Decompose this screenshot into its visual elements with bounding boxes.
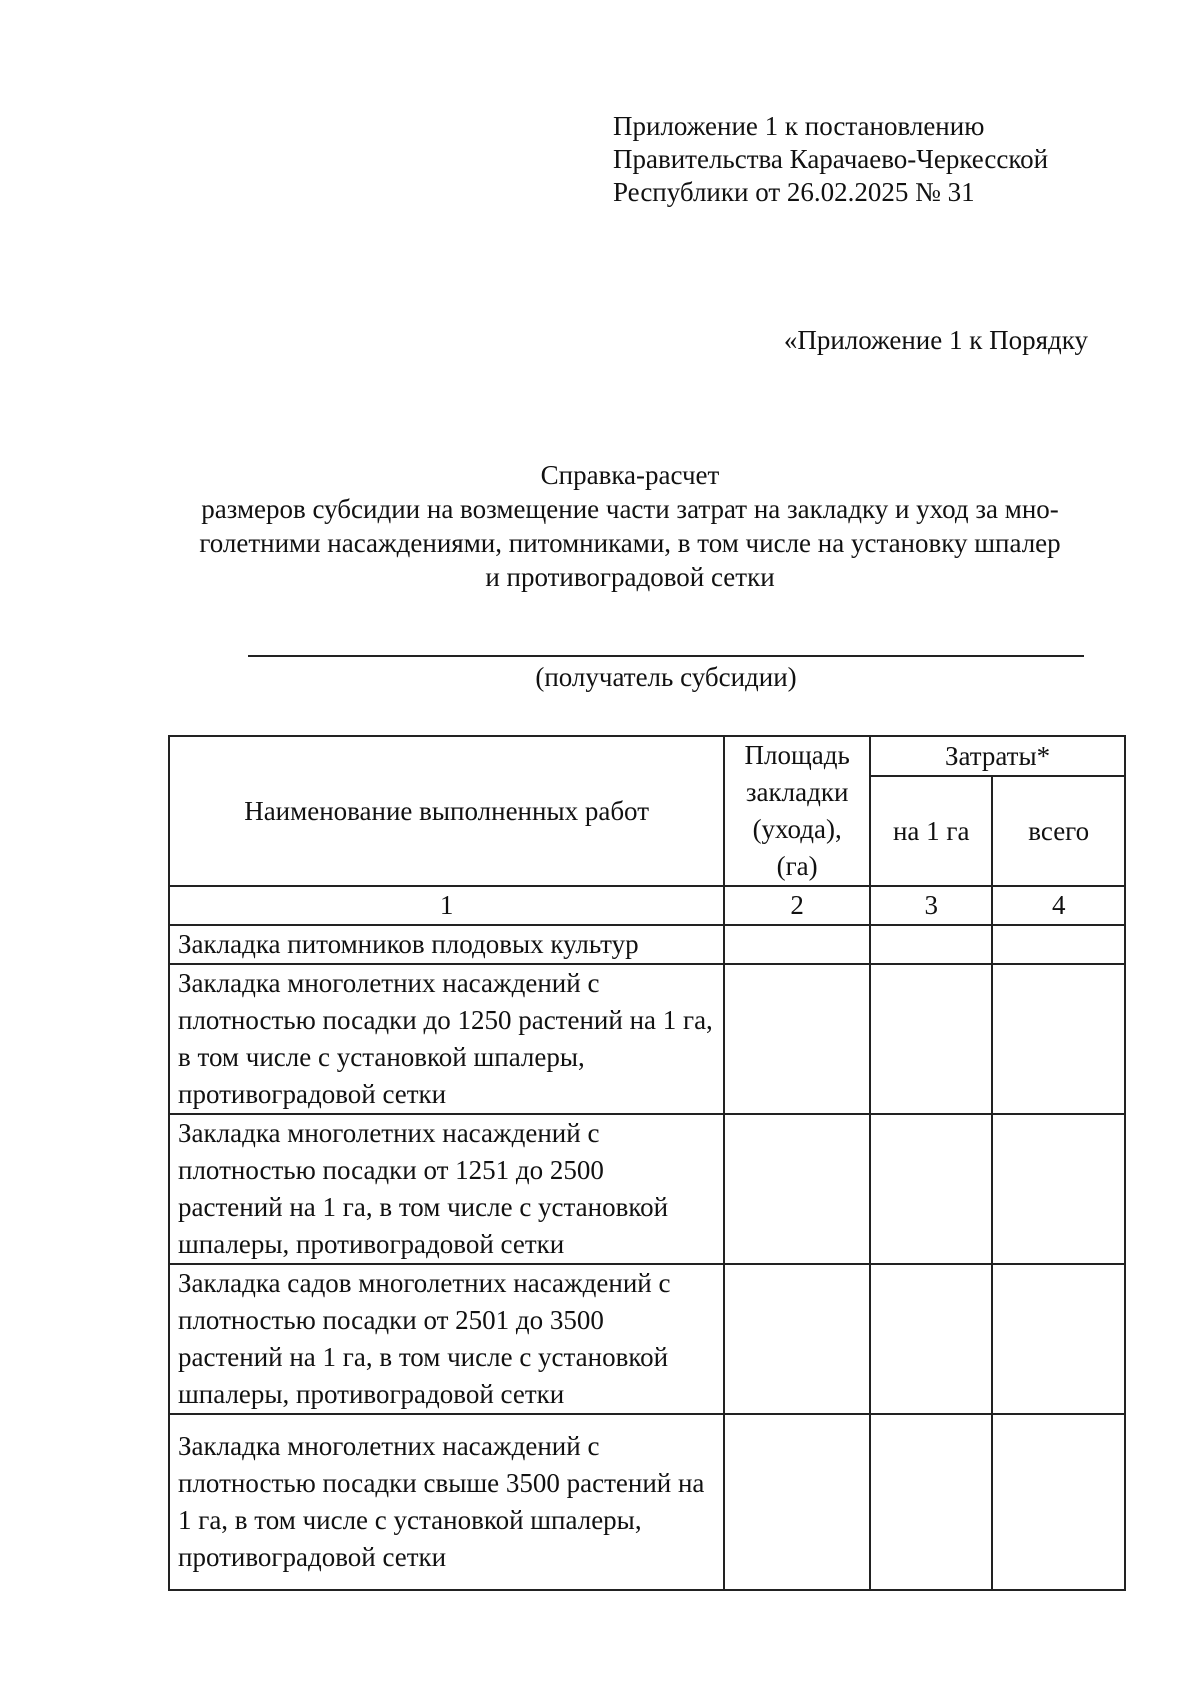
table-row bbox=[169, 925, 1125, 964]
header-work-name: Наименование выполненных работ bbox=[169, 736, 724, 886]
header-area-line-1: Площадь bbox=[744, 740, 850, 770]
header-area bbox=[724, 736, 870, 886]
recipient-underline bbox=[248, 655, 1084, 657]
title-line-3: и противоградовой сетки bbox=[485, 562, 775, 592]
row-work-name: Закладка питомников плодовых культур bbox=[169, 925, 724, 964]
row-per-hectare-cell bbox=[870, 1264, 992, 1414]
appendix-line-3: Республики от 26.02.2025 № 31 bbox=[613, 177, 975, 207]
row-work-name: Закладка многолетних насаждений с плотностью посадки до 1250 растений на 1 га, в том числе с установкой шпалеры, противоградовой сетки bbox=[169, 964, 724, 1114]
column-number-4: 4 bbox=[992, 886, 1125, 925]
row-area-cell bbox=[724, 1414, 870, 1590]
table-row bbox=[169, 1264, 1125, 1414]
row-per-hectare-cell bbox=[870, 964, 992, 1114]
title-heading: Справка-расчет bbox=[540, 460, 720, 490]
column-number-2: 2 bbox=[724, 886, 870, 925]
row-area-cell bbox=[724, 925, 870, 964]
recipient-caption: (получатель субсидии) bbox=[535, 662, 797, 692]
title-line-1: размеров субсидии на возмещение части затрат на закладку и уход за мно- bbox=[201, 494, 1059, 524]
row-work-name: Закладка многолетних насаждений с плотностью посадки от 1251 до 2500 растений на 1 га, в том числе с установкой шпалеры, противоградовой сетки bbox=[169, 1114, 724, 1264]
row-area-cell bbox=[724, 964, 870, 1114]
row-work-name: Закладка садов многолетних насаждений с плотностью посадки от 2501 до 3500 растений на 1 га, в том числе с установкой шпалеры, противоградовой сетки bbox=[169, 1264, 724, 1414]
row-total-cell bbox=[992, 1414, 1125, 1590]
row-per-hectare-cell bbox=[870, 1114, 992, 1264]
row-per-hectare-cell bbox=[870, 1414, 992, 1590]
row-per-hectare-cell bbox=[870, 925, 992, 964]
table-row bbox=[169, 1414, 1125, 1590]
order-reference: «Приложение 1 к Порядку bbox=[783, 325, 1088, 355]
appendix-line-1: Приложение 1 к постановлению bbox=[613, 111, 985, 141]
header-area-line-2: закладки bbox=[745, 777, 849, 807]
header-total: всего bbox=[992, 776, 1125, 886]
row-total-cell bbox=[992, 1264, 1125, 1414]
table-row bbox=[169, 964, 1125, 1114]
table-row bbox=[169, 1114, 1125, 1264]
title-line-2: голетними насаждениями, питомниками, в том числе на установку шпалер bbox=[199, 528, 1061, 558]
document-title bbox=[160, 458, 1100, 594]
appendix-note bbox=[613, 110, 1048, 209]
header-costs: Затраты* bbox=[870, 736, 1125, 776]
header-area-line-4: (га) bbox=[776, 851, 818, 881]
column-number-3: 3 bbox=[870, 886, 992, 925]
calculation-table bbox=[168, 735, 1126, 1591]
row-total-cell bbox=[992, 925, 1125, 964]
row-area-cell bbox=[724, 1264, 870, 1414]
header-area-line-3: (ухода), bbox=[752, 814, 842, 844]
header-per-hectare: на 1 га bbox=[870, 776, 992, 886]
row-area-cell bbox=[724, 1114, 870, 1264]
row-total-cell bbox=[992, 964, 1125, 1114]
row-work-name: Закладка многолетних насаждений с плотностью посадки свыше 3500 растений на 1 га, в том числе с установкой шпалеры, противоградовой сетки bbox=[169, 1414, 724, 1590]
row-total-cell bbox=[992, 1114, 1125, 1264]
appendix-line-2: Правительства Карачаево-Черкесской bbox=[613, 144, 1049, 174]
column-number-1: 1 bbox=[169, 886, 724, 925]
